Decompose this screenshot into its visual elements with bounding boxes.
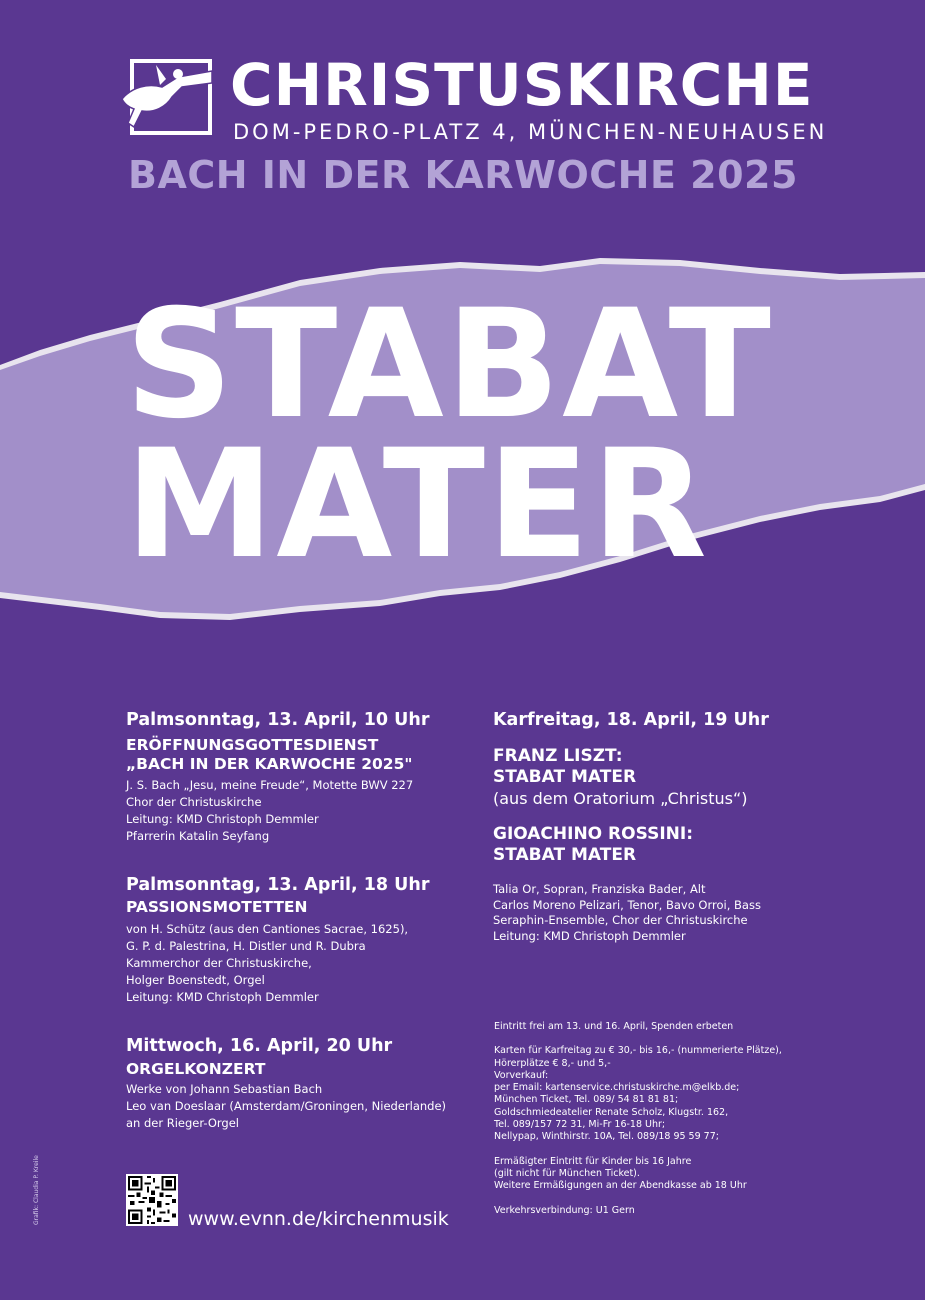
ticket-info bbox=[494, 1021, 824, 1229]
church-name: CHRISTUSKIRCHE bbox=[230, 51, 814, 119]
info-line: München Ticket, Tel. 089/ 54 81 81 81; bbox=[494, 1094, 679, 1106]
event-organ-concert bbox=[126, 1034, 471, 1132]
event-detail: Kammerchor der Christuskirche, bbox=[126, 956, 312, 970]
info-paragraph bbox=[494, 1205, 824, 1217]
graphic-credit: Grafik: Claudia P. Kreile bbox=[33, 1155, 40, 1225]
info-line: Vorverkauf: bbox=[494, 1069, 549, 1081]
website-link[interactable]: www.evnn.de/kirchenmusik bbox=[188, 1208, 449, 1230]
church-address: DOM-PEDRO-PLATZ 4, MÜNCHEN-NEUHAUSEN bbox=[233, 120, 828, 144]
event-detail: Pfarrerin Katalin Seyfang bbox=[126, 829, 270, 843]
info-line: Hörerplätze € 8,- und 5,- bbox=[494, 1057, 611, 1069]
info-line: Goldschmiedeatelier Renate Scholz, Klugstr. 162, bbox=[494, 1106, 729, 1118]
work-title: GIOACHINO ROSSINI: bbox=[493, 824, 693, 844]
qr-code-icon[interactable] bbox=[126, 1174, 178, 1226]
event-title: ERÖFFNUNGSGOTTESDIENST bbox=[126, 736, 379, 754]
info-line: Ermäßigter Eintritt für Kinder bis 16 Jahre bbox=[494, 1155, 692, 1167]
event-detail: Leitung: KMD Christoph Demmler bbox=[493, 928, 686, 943]
event-date: Palmsonntag, 13. April, 18 Uhr bbox=[126, 875, 430, 895]
info-line: Weitere Ermäßigungen an der Abendkasse ab 18 Uhr bbox=[494, 1180, 747, 1192]
events-left-column bbox=[126, 708, 471, 1132]
info-paragraph bbox=[494, 1045, 824, 1143]
event-date: Mittwoch, 16. April, 20 Uhr bbox=[126, 1036, 393, 1056]
info-line: (gilt nicht für München Ticket). bbox=[494, 1167, 640, 1179]
event-detail: an der Rieger-Orgel bbox=[126, 1116, 239, 1130]
church-logo-icon bbox=[120, 57, 215, 137]
info-line: per Email: kartenservice.christuskirche.m@elkb.de; bbox=[494, 1082, 740, 1094]
event-detail: G. P. d. Palestrina, H. Distler und R. Dubra bbox=[126, 939, 366, 953]
info-line: Tel. 089/157 72 31, Mi-Fr 16-18 Uhr; bbox=[494, 1119, 666, 1131]
event-date: Karfreitag, 18. April, 19 Uhr bbox=[493, 710, 769, 730]
info-line: Karten für Karfreitag zu € 30,- bis 16,- (nummerierte Plätze), bbox=[494, 1045, 782, 1057]
event-detail: Talia Or, Sopran, Franziska Bader, Alt bbox=[493, 882, 706, 896]
work-subtitle: (aus dem Oratorium „Christus“) bbox=[493, 789, 748, 808]
event-detail: von H. Schütz (aus den Cantiones Sacrae, 1625), bbox=[126, 922, 409, 936]
info-paragraph bbox=[494, 1156, 824, 1193]
event-passion-motets bbox=[126, 873, 471, 1006]
event-title: PASSIONSMOTETTEN bbox=[126, 898, 308, 916]
event-opening-service bbox=[126, 708, 471, 845]
series-title: BACH IN DER KARWOCHE 2025 bbox=[128, 153, 798, 197]
event-detail: Seraphin-Ensemble, Chor der Christuskirche bbox=[493, 913, 748, 927]
info-paragraph bbox=[494, 1021, 824, 1033]
work-title: FRANZ LISZT: bbox=[493, 746, 623, 766]
work-title: STABAT MATER bbox=[493, 845, 637, 865]
event-detail: J. S. Bach „Jesu, meine Freude“, Motette BWV 227 bbox=[126, 778, 414, 792]
event-date: Palmsonntag, 13. April, 10 Uhr bbox=[126, 710, 430, 730]
info-line: Eintritt frei am 13. und 16. April, Spenden erbeten bbox=[494, 1021, 734, 1032]
event-detail: Carlos Moreno Pelizari, Tenor, Bavo Orroi, Bass bbox=[493, 897, 761, 912]
event-detail: Leitung: KMD Christoph Demmler bbox=[126, 812, 319, 826]
event-detail: Chor der Christuskirche bbox=[126, 795, 262, 809]
event-title: ORGELKONZERT bbox=[126, 1060, 266, 1078]
info-line: Verkehrsverbindung: U1 Gern bbox=[494, 1204, 635, 1216]
event-title: „BACH IN DER KARWOCHE 2025" bbox=[126, 755, 413, 773]
hero-title-line2: MATER bbox=[125, 418, 709, 592]
event-detail: Leo van Doeslaar (Amsterdam/Groningen, Niederlande) bbox=[126, 1099, 447, 1113]
events-right-column bbox=[493, 708, 823, 944]
work-title: STABAT MATER bbox=[493, 767, 637, 787]
event-detail: Leitung: KMD Christoph Demmler bbox=[126, 990, 319, 1004]
hero-title-line1: STABAT bbox=[125, 278, 773, 452]
event-detail: Holger Boenstedt, Orgel bbox=[126, 973, 265, 987]
event-detail: Werke von Johann Sebastian Bach bbox=[126, 1082, 323, 1096]
info-line: Nellypap, Winthirstr. 10A, Tel. 089/18 95 59 77; bbox=[494, 1131, 719, 1143]
